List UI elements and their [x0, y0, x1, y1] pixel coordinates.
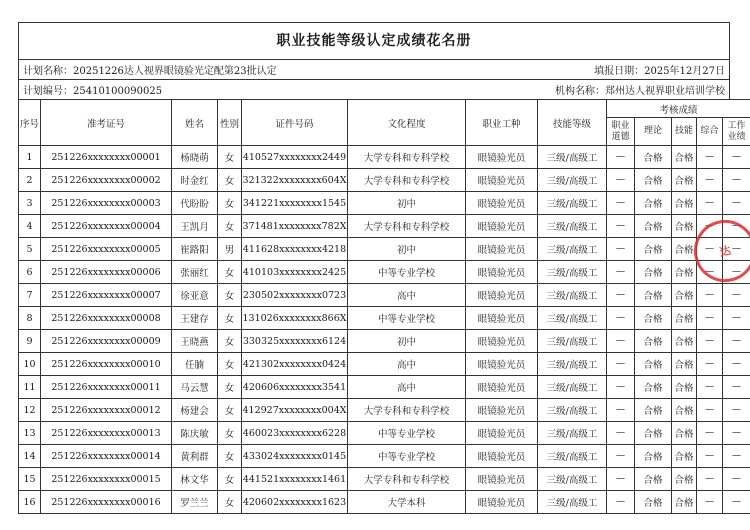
cell-skill: 合格	[672, 376, 697, 399]
header-cert: 证件号码	[242, 100, 348, 146]
cell-overall: —	[697, 491, 723, 514]
plan-name-row	[18, 59, 730, 79]
cell-ethics: —	[607, 376, 635, 399]
cell-overall: —	[697, 330, 723, 353]
cell-overall: —	[697, 146, 723, 169]
cell-seq: 12	[19, 399, 41, 422]
cell-level: 三级/高级工	[538, 468, 607, 491]
cell-seq: 11	[19, 376, 41, 399]
cell-skill: 合格	[672, 192, 697, 215]
cell-level: 三级/高级工	[538, 284, 607, 307]
table-row	[19, 146, 750, 169]
cell-gender: 女	[218, 146, 242, 169]
cell-cert: 441521xxxxxxxx1461	[242, 468, 348, 491]
cell-work: —	[723, 284, 750, 307]
cell-ethics: —	[607, 445, 635, 468]
cell-ticket: 251226xxxxxxxx00009	[41, 330, 172, 353]
cell-name: 黄利群	[172, 445, 218, 468]
cell-cert: 460023xxxxxxxx6228	[242, 422, 348, 445]
cell-overall: —	[697, 284, 723, 307]
cell-gender: 女	[218, 215, 242, 238]
cell-ticket: 251226xxxxxxxx00006	[41, 261, 172, 284]
cell-ticket: 251226xxxxxxxx00008	[41, 307, 172, 330]
cell-edu: 大学本科	[348, 491, 466, 514]
cell-level: 三级/高级工	[538, 376, 607, 399]
cell-work: —	[723, 307, 750, 330]
cell-ethics: —	[607, 261, 635, 284]
cell-name: 张丽红	[172, 261, 218, 284]
table-row	[19, 307, 750, 330]
table-row	[19, 238, 750, 261]
cell-name: 林文华	[172, 468, 218, 491]
cell-gender: 女	[218, 399, 242, 422]
cell-job: 眼镜验光员	[466, 376, 538, 399]
cell-edu: 中等专业学校	[348, 261, 466, 284]
cell-seq: 1	[19, 146, 41, 169]
header-work	[723, 118, 750, 146]
cell-ticket: 251226xxxxxxxx00015	[41, 468, 172, 491]
cell-ethics: —	[607, 215, 635, 238]
cell-level: 三级/高级工	[538, 330, 607, 353]
header-job: 职业工种	[466, 100, 538, 146]
cell-overall: —	[697, 399, 723, 422]
cell-job: 眼镜验光员	[466, 307, 538, 330]
header-ticket: 准考证号	[41, 100, 172, 146]
cell-skill: 合格	[672, 307, 697, 330]
cell-edu: 大学专科和专科学校	[348, 146, 466, 169]
cell-seq: 6	[19, 261, 41, 284]
cell-theory: 合格	[635, 491, 672, 514]
page-title: 职业技能等级认定成绩花名册	[18, 22, 730, 59]
cell-ethics: —	[607, 146, 635, 169]
header-scores: 考核成绩	[607, 100, 750, 118]
cell-job: 眼镜验光员	[466, 422, 538, 445]
cell-gender: 女	[218, 192, 242, 215]
cell-seq: 3	[19, 192, 41, 215]
cell-gender: 女	[218, 169, 242, 192]
header-overall: 综合	[697, 118, 723, 146]
cell-skill: 合格	[672, 468, 697, 491]
header-seq: 序号	[19, 100, 41, 146]
cell-gender: 女	[218, 422, 242, 445]
cell-work: —	[723, 169, 750, 192]
cell-theory: 合格	[635, 192, 672, 215]
cell-name: 任腩	[172, 353, 218, 376]
cell-gender: 女	[218, 330, 242, 353]
cell-cert: 420602xxxxxxxx1623	[242, 491, 348, 514]
table-row	[19, 491, 750, 514]
header-ethics	[607, 118, 635, 146]
cell-job: 眼镜验光员	[466, 215, 538, 238]
cell-seq: 2	[19, 169, 41, 192]
cell-seq: 9	[19, 330, 41, 353]
cell-skill: 合格	[672, 261, 697, 284]
cell-seq: 5	[19, 238, 41, 261]
cell-job: 眼镜验光员	[466, 468, 538, 491]
cell-ethics: —	[607, 491, 635, 514]
cell-overall: —	[697, 261, 723, 284]
cell-skill: 合格	[672, 146, 697, 169]
cell-skill: 合格	[672, 399, 697, 422]
cell-job: 眼镜验光员	[466, 330, 538, 353]
cell-ethics: —	[607, 284, 635, 307]
cell-work: —	[723, 261, 750, 284]
cell-theory: 合格	[635, 307, 672, 330]
cell-ticket: 251226xxxxxxxx00010	[41, 353, 172, 376]
cell-job: 眼镜验光员	[466, 146, 538, 169]
cell-edu: 高中	[348, 376, 466, 399]
cell-cert: 230502xxxxxxxx0723	[242, 284, 348, 307]
cell-ticket: 251226xxxxxxxx00007	[41, 284, 172, 307]
cell-theory: 合格	[635, 215, 672, 238]
cell-skill: 合格	[672, 422, 697, 445]
cell-name: 罗兰兰	[172, 491, 218, 514]
cell-name: 时金红	[172, 169, 218, 192]
cell-cert: 421302xxxxxxxx0424	[242, 353, 348, 376]
cell-skill: 合格	[672, 445, 697, 468]
header-edu: 文化程度	[348, 100, 466, 146]
cell-name: 马云慧	[172, 376, 218, 399]
plan-number-row	[18, 79, 730, 99]
cell-name: 陈庆敏	[172, 422, 218, 445]
cell-overall: —	[697, 445, 723, 468]
cell-name: 徐亚意	[172, 284, 218, 307]
header-skill: 技能	[672, 118, 697, 146]
cell-job: 眼镜验光员	[466, 353, 538, 376]
cell-cert: 410103xxxxxxxx2425	[242, 261, 348, 284]
cell-seq: 15	[19, 468, 41, 491]
cell-cert: 341221xxxxxxxx1545	[242, 192, 348, 215]
cell-level: 三级/高级工	[538, 307, 607, 330]
cell-work: —	[723, 445, 750, 468]
cell-work: —	[723, 468, 750, 491]
table-row	[19, 422, 750, 445]
cell-job: 眼镜验光员	[466, 169, 538, 192]
cell-cert: 330325xxxxxxxx6124	[242, 330, 348, 353]
cell-work: —	[723, 399, 750, 422]
cell-level: 三级/高级工	[538, 445, 607, 468]
cell-overall: —	[697, 468, 723, 491]
cell-seq: 8	[19, 307, 41, 330]
cell-edu: 大学专科和专科学校	[348, 399, 466, 422]
cell-cert: 411628xxxxxxxx4218	[242, 238, 348, 261]
cell-work: —	[723, 215, 750, 238]
cell-name: 王建存	[172, 307, 218, 330]
cell-skill: 合格	[672, 238, 697, 261]
cell-cert: 321322xxxxxxxx604X	[242, 169, 348, 192]
header-gender: 性别	[218, 100, 242, 146]
header-row	[19, 100, 750, 118]
cell-work: —	[723, 330, 750, 353]
header-work-line1: 工作	[727, 120, 746, 131]
cell-edu: 中等专业学校	[348, 307, 466, 330]
cell-cert: 131026xxxxxxxx866X	[242, 307, 348, 330]
table-row	[19, 169, 750, 192]
cell-level: 三级/高级工	[538, 215, 607, 238]
cell-theory: 合格	[635, 238, 672, 261]
cell-seq: 4	[19, 215, 41, 238]
cell-gender: 女	[218, 353, 242, 376]
cell-theory: 合格	[635, 330, 672, 353]
cell-overall: —	[697, 169, 723, 192]
plan-number: 计划编号：25410100090025	[23, 86, 163, 97]
cell-name: 杨晓萌	[172, 146, 218, 169]
cell-job: 眼镜验光员	[466, 491, 538, 514]
cell-job: 眼镜验光员	[466, 445, 538, 468]
cell-theory: 合格	[635, 284, 672, 307]
cell-level: 三级/高级工	[538, 353, 607, 376]
cell-edu: 大学专科和专科学校	[348, 215, 466, 238]
cell-gender: 女	[218, 445, 242, 468]
cell-name: 崔路阳	[172, 238, 218, 261]
cell-skill: 合格	[672, 169, 697, 192]
cell-skill: 合格	[672, 330, 697, 353]
cell-job: 眼镜验光员	[466, 284, 538, 307]
cell-ticket: 251226xxxxxxxx00014	[41, 445, 172, 468]
cell-theory: 合格	[635, 468, 672, 491]
cell-overall: —	[697, 238, 723, 261]
table-row	[19, 376, 750, 399]
cell-cert: 412927xxxxxxxx004X	[242, 399, 348, 422]
fill-date: 填报日期：2025年12月27日	[594, 66, 725, 77]
table-row	[19, 468, 750, 491]
cell-level: 三级/高级工	[538, 261, 607, 284]
table-row	[19, 284, 750, 307]
score-table	[18, 99, 750, 514]
cell-ethics: —	[607, 307, 635, 330]
header-ethics-line2: 道德	[611, 131, 630, 142]
cell-name: 杨建会	[172, 399, 218, 422]
cell-theory: 合格	[635, 399, 672, 422]
cell-theory: 合格	[635, 169, 672, 192]
cell-overall: —	[697, 215, 723, 238]
cell-seq: 16	[19, 491, 41, 514]
cell-edu: 大学专科和专科学校	[348, 169, 466, 192]
cell-work: —	[723, 353, 750, 376]
roster-sheet	[18, 22, 746, 514]
cell-gender: 男	[218, 238, 242, 261]
cell-ethics: —	[607, 169, 635, 192]
cell-seq: 10	[19, 353, 41, 376]
cell-level: 三级/高级工	[538, 399, 607, 422]
cell-ethics: —	[607, 330, 635, 353]
table-row	[19, 192, 750, 215]
table-body	[19, 146, 750, 514]
cell-ethics: —	[607, 468, 635, 491]
cell-name: 王凯月	[172, 215, 218, 238]
table-row	[19, 399, 750, 422]
cell-overall: —	[697, 307, 723, 330]
cell-work: —	[723, 192, 750, 215]
cell-theory: 合格	[635, 353, 672, 376]
cell-overall: —	[697, 353, 723, 376]
table-row	[19, 261, 750, 284]
org-name: 机构名称：郑州达人视界职业培训学校	[555, 86, 725, 97]
cell-work: —	[723, 238, 750, 261]
cell-seq: 13	[19, 422, 41, 445]
stamp-text: 达	[718, 243, 732, 259]
cell-theory: 合格	[635, 376, 672, 399]
cell-skill: 合格	[672, 284, 697, 307]
table-row	[19, 330, 750, 353]
cell-theory: 合格	[635, 422, 672, 445]
cell-seq: 14	[19, 445, 41, 468]
table-row	[19, 353, 750, 376]
cell-theory: 合格	[635, 146, 672, 169]
cell-ticket: 251226xxxxxxxx00001	[41, 146, 172, 169]
cell-job: 眼镜验光员	[466, 238, 538, 261]
cell-ethics: —	[607, 238, 635, 261]
cell-gender: 女	[218, 468, 242, 491]
cell-overall: —	[697, 376, 723, 399]
cell-level: 三级/高级工	[538, 169, 607, 192]
header-level: 技能等级	[538, 100, 607, 146]
cell-gender: 女	[218, 491, 242, 514]
header-ethics-line1: 职业	[611, 120, 630, 131]
cell-work: —	[723, 376, 750, 399]
cell-level: 三级/高级工	[538, 491, 607, 514]
cell-ticket: 251226xxxxxxxx00011	[41, 376, 172, 399]
cell-skill: 合格	[672, 353, 697, 376]
cell-skill: 合格	[672, 491, 697, 514]
plan-name: 计划名称：20251226达人视界眼镜验光定配第23批认定	[23, 66, 277, 77]
cell-work: —	[723, 422, 750, 445]
cell-edu: 高中	[348, 284, 466, 307]
cell-level: 三级/高级工	[538, 192, 607, 215]
cell-cert: 371481xxxxxxxx782X	[242, 215, 348, 238]
cell-ethics: —	[607, 192, 635, 215]
cell-edu: 中等专业学校	[348, 445, 466, 468]
cell-ticket: 251226xxxxxxxx00016	[41, 491, 172, 514]
cell-level: 三级/高级工	[538, 422, 607, 445]
cell-gender: 女	[218, 376, 242, 399]
cell-level: 三级/高级工	[538, 238, 607, 261]
cell-ethics: —	[607, 399, 635, 422]
cell-theory: 合格	[635, 261, 672, 284]
cell-overall: —	[697, 422, 723, 445]
cell-gender: 女	[218, 307, 242, 330]
cell-seq: 7	[19, 284, 41, 307]
cell-cert: 420606xxxxxxxx3541	[242, 376, 348, 399]
cell-cert: 433024xxxxxxxx0145	[242, 445, 348, 468]
cell-work: —	[723, 491, 750, 514]
cell-theory: 合格	[635, 445, 672, 468]
cell-ticket: 251226xxxxxxxx00012	[41, 399, 172, 422]
cell-ticket: 251226xxxxxxxx00013	[41, 422, 172, 445]
cell-ticket: 251226xxxxxxxx00004	[41, 215, 172, 238]
cell-edu: 高中	[348, 353, 466, 376]
cell-name: 王晓燕	[172, 330, 218, 353]
table-row	[19, 445, 750, 468]
cell-edu: 初中	[348, 192, 466, 215]
table-row	[19, 215, 750, 238]
cell-ticket: 251226xxxxxxxx00005	[41, 238, 172, 261]
cell-gender: 女	[218, 261, 242, 284]
cell-job: 眼镜验光员	[466, 192, 538, 215]
cell-ethics: —	[607, 353, 635, 376]
cell-edu: 初中	[348, 238, 466, 261]
cell-name: 代盼盼	[172, 192, 218, 215]
cell-edu: 初中	[348, 330, 466, 353]
cell-job: 眼镜验光员	[466, 399, 538, 422]
header-name: 姓名	[172, 100, 218, 146]
cell-level: 三级/高级工	[538, 146, 607, 169]
cell-edu: 大学专科和专科学校	[348, 468, 466, 491]
cell-work: —	[723, 146, 750, 169]
cell-job: 眼镜验光员	[466, 261, 538, 284]
cell-gender: 女	[218, 284, 242, 307]
cell-skill: 合格	[672, 215, 697, 238]
header-work-line2: 业绩	[727, 131, 746, 142]
cell-overall: —	[697, 192, 723, 215]
cell-edu: 中等专业学校	[348, 422, 466, 445]
cell-ticket: 251226xxxxxxxx00002	[41, 169, 172, 192]
cell-ticket: 251226xxxxxxxx00003	[41, 192, 172, 215]
header-theory: 理论	[635, 118, 672, 146]
cell-cert: 410527xxxxxxxx2449	[242, 146, 348, 169]
cell-ethics: —	[607, 422, 635, 445]
